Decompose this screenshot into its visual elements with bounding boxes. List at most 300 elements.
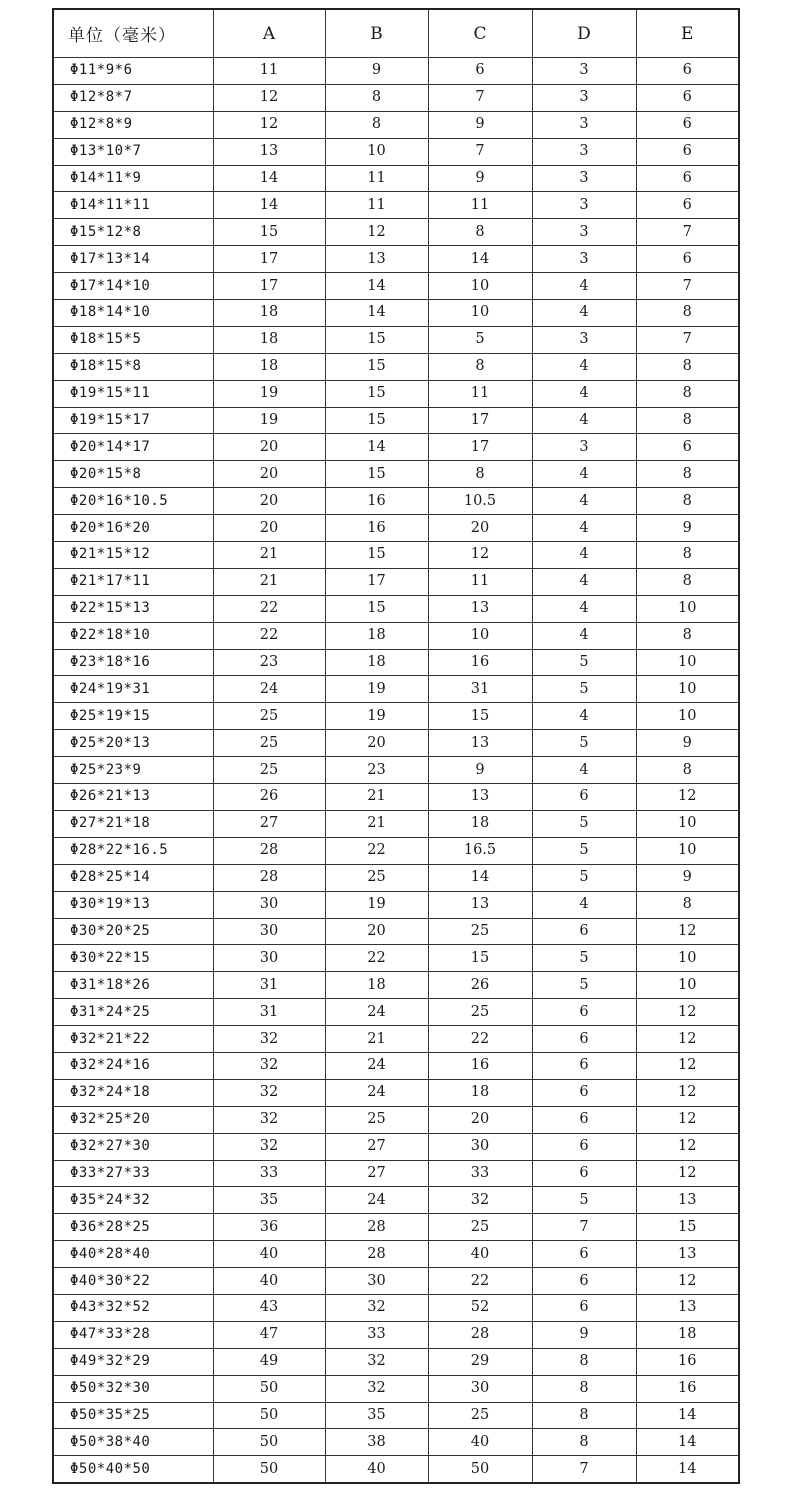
table-row [53,1133,739,1160]
cell-e: 6 [636,434,739,461]
cell-d: 6 [532,1079,636,1106]
cell-c: 18 [428,1079,532,1106]
cell-d: 4 [532,488,636,515]
table-row [53,784,739,811]
table-row [53,407,739,434]
cell-b: 38 [325,1429,428,1456]
cell-c: 13 [428,891,532,918]
table-row [53,595,739,622]
cell-a: 23 [213,649,325,676]
cell-c: 40 [428,1241,532,1268]
cell-a: 50 [213,1456,325,1483]
cell-c: 11 [428,568,532,595]
cell-a: 20 [213,515,325,542]
cell-b: 22 [325,945,428,972]
cell-b: 15 [325,380,428,407]
cell-c: 9 [428,757,532,784]
table-row [53,84,739,111]
table-row [53,810,739,837]
cell-e: 9 [636,515,739,542]
cell-b: 16 [325,515,428,542]
table-row [53,488,739,515]
cell-a: 21 [213,568,325,595]
cell-d: 5 [532,649,636,676]
cell-a: 17 [213,246,325,273]
cell-spec: Φ21*15*12 [53,542,213,569]
cell-spec: Φ33*27*33 [53,1160,213,1187]
table-row [53,1187,739,1214]
cell-d: 3 [532,138,636,165]
table-row [53,1402,739,1429]
cell-a: 32 [213,1133,325,1160]
cell-b: 11 [325,192,428,219]
cell-spec: Φ50*40*50 [53,1456,213,1483]
table-row [53,1294,739,1321]
cell-d: 8 [532,1402,636,1429]
cell-d: 6 [532,999,636,1026]
cell-spec: Φ17*13*14 [53,246,213,273]
cell-e: 10 [636,595,739,622]
cell-b: 8 [325,111,428,138]
cell-e: 12 [636,784,739,811]
cell-b: 28 [325,1241,428,1268]
cell-e: 8 [636,407,739,434]
cell-a: 17 [213,273,325,300]
table-row [53,434,739,461]
cell-d: 5 [532,676,636,703]
cell-c: 10.5 [428,488,532,515]
table-row [53,58,739,85]
cell-e: 12 [636,1079,739,1106]
cell-d: 4 [532,542,636,569]
cell-c: 12 [428,542,532,569]
cell-c: 16 [428,1052,532,1079]
cell-a: 33 [213,1160,325,1187]
cell-d: 6 [532,1268,636,1295]
cell-c: 16 [428,649,532,676]
cell-e: 12 [636,1268,739,1295]
cell-e: 10 [636,649,739,676]
cell-spec: Φ22*18*10 [53,622,213,649]
cell-b: 35 [325,1402,428,1429]
cell-spec: Φ18*15*5 [53,326,213,353]
cell-e: 10 [636,703,739,730]
table-row [53,1106,739,1133]
cell-d: 3 [532,192,636,219]
cell-spec: Φ27*21*18 [53,810,213,837]
cell-d: 3 [532,434,636,461]
cell-e: 13 [636,1187,739,1214]
cell-d: 6 [532,918,636,945]
cell-spec: Φ32*27*30 [53,1133,213,1160]
table-row [53,568,739,595]
cell-b: 24 [325,999,428,1026]
cell-e: 6 [636,84,739,111]
cell-c: 22 [428,1268,532,1295]
cell-a: 50 [213,1429,325,1456]
cell-spec: Φ11*9*6 [53,58,213,85]
cell-e: 6 [636,111,739,138]
cell-spec: Φ18*14*10 [53,300,213,327]
cell-c: 25 [428,999,532,1026]
cell-b: 25 [325,1106,428,1133]
cell-b: 15 [325,407,428,434]
cell-d: 8 [532,1348,636,1375]
cell-a: 36 [213,1214,325,1241]
cell-b: 16 [325,488,428,515]
cell-b: 40 [325,1456,428,1483]
cell-d: 4 [532,757,636,784]
cell-b: 17 [325,568,428,595]
header-unit-mm: 单位（毫米） [53,9,213,58]
cell-b: 18 [325,972,428,999]
cell-a: 19 [213,407,325,434]
cell-d: 6 [532,1160,636,1187]
cell-c: 17 [428,407,532,434]
cell-a: 31 [213,972,325,999]
cell-c: 25 [428,1214,532,1241]
cell-a: 25 [213,757,325,784]
table-row [53,326,739,353]
table-row [53,703,739,730]
cell-spec: Φ40*30*22 [53,1268,213,1295]
cell-e: 10 [636,945,739,972]
table-row [53,246,739,273]
cell-spec: Φ50*38*40 [53,1429,213,1456]
cell-b: 12 [325,219,428,246]
cell-spec: Φ15*12*8 [53,219,213,246]
cell-d: 3 [532,246,636,273]
cell-d: 4 [532,622,636,649]
cell-b: 14 [325,273,428,300]
spec-table-container [52,8,738,1484]
cell-c: 28 [428,1321,532,1348]
cell-c: 29 [428,1348,532,1375]
cell-e: 14 [636,1456,739,1483]
cell-spec: Φ22*15*13 [53,595,213,622]
cell-a: 12 [213,111,325,138]
cell-b: 25 [325,864,428,891]
cell-a: 25 [213,703,325,730]
cell-d: 5 [532,945,636,972]
cell-spec: Φ32*24*16 [53,1052,213,1079]
cell-b: 19 [325,676,428,703]
table-body [53,58,739,1484]
cell-b: 14 [325,434,428,461]
table-row [53,111,739,138]
table-row [53,730,739,757]
cell-e: 8 [636,488,739,515]
cell-b: 10 [325,138,428,165]
cell-a: 50 [213,1375,325,1402]
table-row [53,1026,739,1053]
cell-a: 19 [213,380,325,407]
cell-b: 15 [325,461,428,488]
cell-c: 26 [428,972,532,999]
cell-e: 10 [636,676,739,703]
cell-a: 27 [213,810,325,837]
cell-c: 7 [428,138,532,165]
table-row [53,757,739,784]
cell-b: 21 [325,1026,428,1053]
cell-d: 5 [532,730,636,757]
table-row [53,273,739,300]
cell-a: 47 [213,1321,325,1348]
cell-a: 40 [213,1268,325,1295]
cell-a: 15 [213,219,325,246]
cell-spec: Φ30*19*13 [53,891,213,918]
cell-a: 28 [213,864,325,891]
cell-spec: Φ12*8*7 [53,84,213,111]
cell-d: 6 [532,1241,636,1268]
cell-e: 8 [636,622,739,649]
table-row [53,542,739,569]
cell-a: 30 [213,945,325,972]
table-row [53,1375,739,1402]
cell-c: 9 [428,111,532,138]
cell-spec: Φ50*32*30 [53,1375,213,1402]
cell-a: 20 [213,434,325,461]
cell-e: 12 [636,999,739,1026]
cell-b: 20 [325,918,428,945]
table-row [53,1079,739,1106]
cell-c: 5 [428,326,532,353]
header-a: A [213,9,325,58]
cell-e: 13 [636,1241,739,1268]
cell-e: 8 [636,568,739,595]
cell-c: 6 [428,58,532,85]
cell-e: 8 [636,757,739,784]
header-e: E [636,9,739,58]
table-row [53,515,739,542]
cell-spec: Φ19*15*11 [53,380,213,407]
cell-spec: Φ23*18*16 [53,649,213,676]
cell-b: 15 [325,326,428,353]
cell-c: 25 [428,1402,532,1429]
table-row [53,1214,739,1241]
table-row [53,1241,739,1268]
cell-b: 24 [325,1079,428,1106]
cell-d: 5 [532,972,636,999]
cell-c: 14 [428,864,532,891]
cell-e: 8 [636,380,739,407]
cell-d: 6 [532,1294,636,1321]
cell-b: 14 [325,300,428,327]
cell-d: 4 [532,461,636,488]
cell-spec: Φ49*32*29 [53,1348,213,1375]
cell-b: 23 [325,757,428,784]
cell-d: 3 [532,219,636,246]
cell-e: 6 [636,58,739,85]
cell-e: 10 [636,972,739,999]
cell-spec: Φ12*8*9 [53,111,213,138]
cell-e: 12 [636,1106,739,1133]
table-row [53,622,739,649]
cell-e: 8 [636,461,739,488]
cell-a: 24 [213,676,325,703]
cell-c: 13 [428,730,532,757]
cell-d: 3 [532,84,636,111]
table-row [53,461,739,488]
cell-a: 50 [213,1402,325,1429]
cell-d: 4 [532,407,636,434]
cell-e: 14 [636,1429,739,1456]
cell-e: 8 [636,542,739,569]
table-row [53,999,739,1026]
cell-c: 17 [428,434,532,461]
cell-b: 13 [325,246,428,273]
cell-d: 4 [532,891,636,918]
header-c: C [428,9,532,58]
table-row [53,300,739,327]
cell-b: 19 [325,703,428,730]
cell-spec: Φ26*21*13 [53,784,213,811]
cell-b: 22 [325,837,428,864]
cell-c: 10 [428,300,532,327]
table-row [53,918,739,945]
cell-c: 8 [428,353,532,380]
cell-b: 27 [325,1160,428,1187]
table-row [53,353,739,380]
cell-b: 18 [325,622,428,649]
table-row [53,1052,739,1079]
cell-b: 27 [325,1133,428,1160]
cell-c: 14 [428,246,532,273]
cell-e: 6 [636,246,739,273]
cell-a: 18 [213,300,325,327]
cell-e: 12 [636,1133,739,1160]
cell-a: 30 [213,918,325,945]
cell-c: 33 [428,1160,532,1187]
cell-e: 12 [636,1160,739,1187]
cell-e: 15 [636,1214,739,1241]
cell-b: 30 [325,1268,428,1295]
cell-c: 11 [428,192,532,219]
cell-b: 32 [325,1294,428,1321]
cell-d: 3 [532,165,636,192]
table-row [53,837,739,864]
cell-spec: Φ28*22*16.5 [53,837,213,864]
cell-spec: Φ31*24*25 [53,999,213,1026]
cell-b: 32 [325,1375,428,1402]
table-row [53,138,739,165]
header-d: D [532,9,636,58]
cell-spec: Φ18*15*8 [53,353,213,380]
cell-d: 4 [532,353,636,380]
cell-b: 18 [325,649,428,676]
cell-spec: Φ40*28*40 [53,1241,213,1268]
cell-spec: Φ13*10*7 [53,138,213,165]
cell-b: 24 [325,1052,428,1079]
cell-d: 8 [532,1375,636,1402]
cell-e: 10 [636,810,739,837]
cell-spec: Φ20*14*17 [53,434,213,461]
cell-d: 4 [532,568,636,595]
cell-b: 8 [325,84,428,111]
table-row [53,891,739,918]
cell-e: 16 [636,1375,739,1402]
cell-a: 20 [213,488,325,515]
cell-e: 6 [636,165,739,192]
table-row [53,192,739,219]
table-row [53,1429,739,1456]
cell-a: 14 [213,192,325,219]
cell-d: 4 [532,273,636,300]
cell-a: 32 [213,1106,325,1133]
cell-d: 6 [532,784,636,811]
cell-b: 15 [325,542,428,569]
cell-e: 14 [636,1402,739,1429]
cell-a: 32 [213,1079,325,1106]
cell-e: 7 [636,273,739,300]
cell-spec: Φ25*23*9 [53,757,213,784]
cell-spec: Φ36*28*25 [53,1214,213,1241]
table-row [53,1268,739,1295]
cell-a: 31 [213,999,325,1026]
table-row [53,1456,739,1483]
cell-e: 18 [636,1321,739,1348]
cell-d: 7 [532,1214,636,1241]
cell-d: 6 [532,1026,636,1053]
cell-spec: Φ32*24*18 [53,1079,213,1106]
cell-a: 43 [213,1294,325,1321]
cell-c: 25 [428,918,532,945]
cell-d: 4 [532,300,636,327]
cell-d: 8 [532,1429,636,1456]
cell-b: 21 [325,784,428,811]
cell-d: 6 [532,1106,636,1133]
cell-a: 22 [213,622,325,649]
table-row [53,972,739,999]
cell-c: 9 [428,165,532,192]
cell-c: 8 [428,219,532,246]
cell-spec: Φ19*15*17 [53,407,213,434]
cell-d: 3 [532,111,636,138]
cell-a: 49 [213,1348,325,1375]
cell-c: 18 [428,810,532,837]
cell-e: 12 [636,1026,739,1053]
cell-a: 25 [213,730,325,757]
cell-c: 8 [428,461,532,488]
cell-spec: Φ20*15*8 [53,461,213,488]
cell-b: 32 [325,1348,428,1375]
cell-d: 4 [532,515,636,542]
cell-c: 10 [428,273,532,300]
cell-e: 13 [636,1294,739,1321]
cell-a: 20 [213,461,325,488]
cell-spec: Φ43*32*52 [53,1294,213,1321]
cell-spec: Φ35*24*32 [53,1187,213,1214]
cell-b: 11 [325,165,428,192]
cell-a: 14 [213,165,325,192]
cell-c: 22 [428,1026,532,1053]
cell-d: 5 [532,837,636,864]
cell-spec: Φ20*16*20 [53,515,213,542]
cell-spec: Φ30*22*15 [53,945,213,972]
cell-d: 6 [532,1052,636,1079]
cell-d: 5 [532,810,636,837]
table-header-row [53,9,739,58]
cell-c: 20 [428,1106,532,1133]
cell-b: 28 [325,1214,428,1241]
cell-d: 5 [532,864,636,891]
cell-e: 8 [636,353,739,380]
cell-d: 7 [532,1456,636,1483]
cell-c: 52 [428,1294,532,1321]
table-row [53,945,739,972]
cell-e: 6 [636,192,739,219]
cell-spec: Φ50*35*25 [53,1402,213,1429]
